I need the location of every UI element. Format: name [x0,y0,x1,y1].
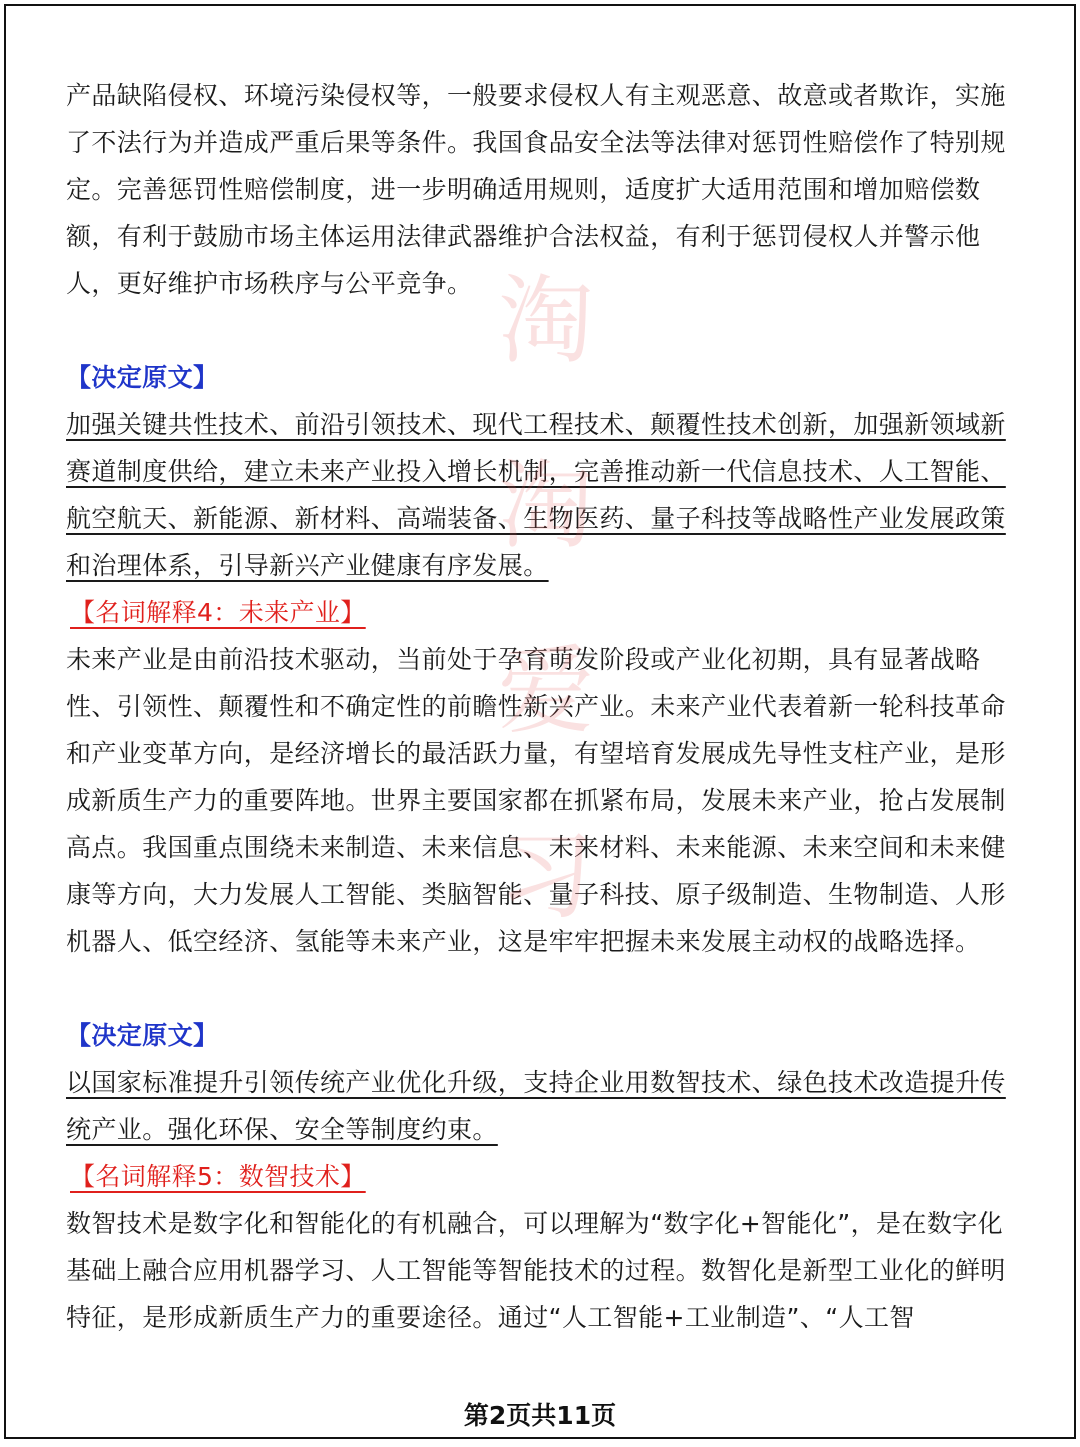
section-heading: 【决定原文】 [66,363,219,392]
watermark-char: 爱 [498,635,594,747]
term-heading-text: 【名词解释5：数智技术】 [70,1162,366,1191]
paragraph-gap [66,307,1022,354]
watermark-char: 淘 [498,450,594,562]
document-content [66,72,1022,1341]
term-heading [66,589,1022,636]
page-number: 第2页共11页 [463,1401,617,1430]
decision-original-text-content: 以国家标准提升引领传统产业优化升级，支持企业用数智技术、绿色技术改造提升传统产业。强化环保、安全等制度约束。 [66,1068,1006,1144]
term-heading-text: 【名词解释4：未来产业】 [70,598,366,627]
paragraph-gap [66,965,1022,1012]
watermark-char: 淘 [498,265,594,377]
decision-original-text-content: 加强关键共性技术、前沿引领技术、现代工程技术、颠覆性技术创新，加强新领域新赛道制度供给，建立未来产业投入增长机制，完善推动新一代信息技术、人工智能、航空航天、新能源、新材料、高端装备、生物医药、量子科技等战略性产业发展政策和治理体系，引导新兴产业健康有序发展。 [66,410,1006,580]
term-explanation: 未来产业是由前沿技术驱动，当前处于孕育萌发阶段或产业化初期，具有显著战略性、引领性、颠覆性和不确定性的前瞻性新兴产业。未来产业代表着新一轮科技革命和产业变革方向，是经济增长的最活跃力量，有望培育发展成先导性支柱产业，是形成新质生产力的重要阵地。世界主要国家都在抓紧布局，发展未来产业，抢占发展制高点。我国重点围绕未来制造、未来信息、未来材料、未来能源、未来空间和未来健康等方向，大力发展人工智能、类脑智能、量子科技、原子级制造、生物制造、人形机器人、低空经济、氢能等未来产业，这是牢牢把握未来发展主动权的战略选择。 [66,645,1006,956]
watermark-char: 习 [498,820,594,932]
decision-original-text [66,401,1022,589]
term-heading [66,1153,1022,1200]
section-heading: 【决定原文】 [66,1021,219,1050]
body-paragraph: 产品缺陷侵权、环境污染侵权等，一般要求侵权人有主观恶意、故意或者欺诈，实施了不法行为并造成严重后果等条件。我国食品安全法等法律对惩罚性赔偿作了特别规定。完善惩罚性赔偿制度，进一步明确适用规则，适度扩大适用范围和增加赔偿数额，有利于鼓励市场主体运用法律武器维护合法权益，有利于惩罚侵权人并警示他人，更好维护市场秩序与公平竞争。 [66,81,1006,298]
document-page [4,4,1076,1439]
term-explanation: 数智技术是数字化和智能化的有机融合，可以理解为“数字化+智能化”，是在数字化基础上融合应用机器学习、人工智能等智能技术的过程。数智化是新型工业化的鲜明特征，是形成新质生产力的重要途径。通过“人工智能+工业制造”、“人工智 [66,1209,1006,1332]
decision-original-text [66,1059,1022,1153]
